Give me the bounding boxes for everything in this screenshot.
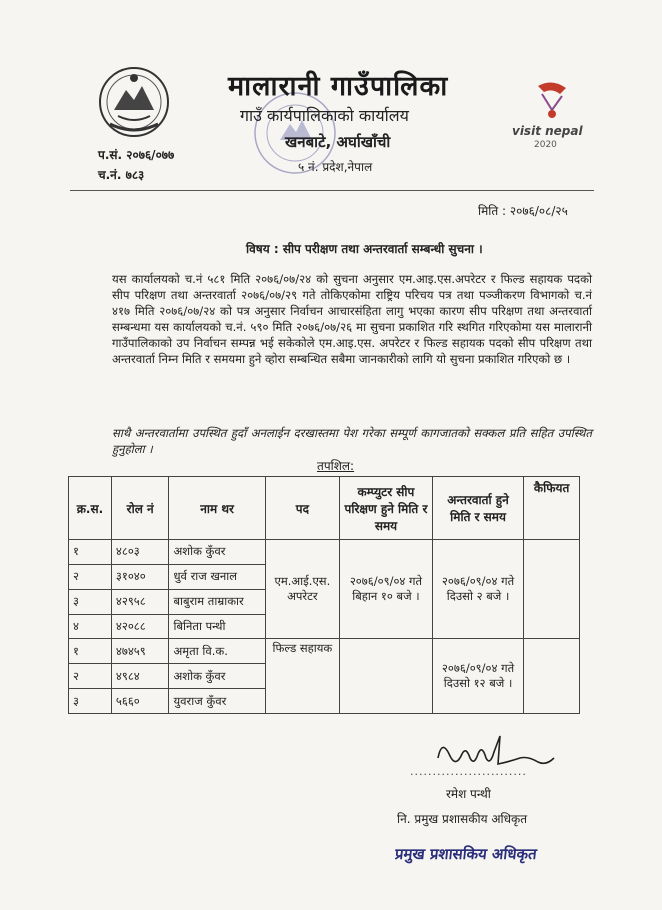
district-address: खनबाटे, अर्घाखाँची bbox=[285, 133, 391, 151]
cell-remarks bbox=[524, 639, 580, 714]
office-name: गाउँ कार्यपालिकाको कार्यालय bbox=[240, 106, 409, 125]
cell-interview: २०७६/०९/०४ गते दिउसो २ बजे । bbox=[432, 540, 523, 639]
cell-roll: ४२९५८ bbox=[111, 589, 169, 614]
col-header: अन्तरवार्ता हुने मिति र समय bbox=[432, 477, 523, 540]
signatory-title: नि. प्रमुख प्रशासकीय अधिकृत bbox=[397, 812, 528, 826]
cell-roll: ३१०४० bbox=[111, 564, 169, 589]
cell-roll: ४९८४ bbox=[111, 664, 169, 689]
col-header: पद bbox=[265, 477, 339, 540]
visit-nepal-text: visit nepal bbox=[512, 124, 583, 138]
cell-sn: ३ bbox=[69, 589, 112, 614]
signature-line: .......................... bbox=[410, 765, 527, 778]
cell-name: अशोक कुँवर bbox=[169, 540, 265, 565]
cell-name: धुर्व राज खनाल bbox=[169, 564, 265, 589]
cell-remarks bbox=[524, 540, 580, 639]
cell-name: युवराज कुँवर bbox=[169, 689, 265, 714]
signatory-name: रमेश पन्थी bbox=[446, 787, 491, 801]
col-header: कैफियत bbox=[524, 477, 580, 540]
cell-computer-test bbox=[340, 639, 433, 714]
body-paragraph-2: साथै अन्तरवार्तामा उपस्थित हुदाँ अनलाईन दरखास्तमा पेश गरेका सम्पूर्ण कागजातको सक्कल प्रति सहित उपस्थित हुनुहोला । bbox=[112, 426, 592, 456]
nepal-emblem-icon bbox=[96, 64, 172, 144]
schedule-table bbox=[68, 476, 580, 714]
cell-sn: ३ bbox=[69, 689, 112, 714]
table-row bbox=[69, 540, 580, 565]
cell-sn: २ bbox=[69, 664, 112, 689]
officer-stamp: प्रमुख प्रशासकिय अधिकृत bbox=[394, 845, 538, 863]
header-divider bbox=[70, 190, 594, 191]
letter-subject: विषय : सीप परीक्षण तथा अन्तरवार्ता सम्बन्धी सुचना । bbox=[246, 242, 483, 256]
body-paragraph-1: यस कार्यालयको च.नं ५८१ मिति २०७६/०७/२४ को सुचना अनुसार एम.आइ.एस.अपरेटर र फिल्ड सहायक पदको सीप परिक्षण तथा अन्तरवार्ता २०७६/०७/२९ गते तोकिएकोमा राष्ट्रिय परिचय पत्र तथा पञ्जीकरण विभागको च.नं ४१७ मिति २०७६/०७/२४ को पत्र अनुसार निर्वाचन आचारसंहिता लागु भएका कारण सीप परिक्षण तथा अन्तरवार्ता सम्बन्धमा यस कार्यालयको च.नं. ५९० मिति २०७६/०७/२६ मा सुचना प्रकाशित गरि स्थगित गरिएकोमा यस मालारानी गाउँपालिकाको उप निर्वाचन सम्पन्न भई सकेकोले एम.आइ.एस. अपरेटर र फिल्ड सहायक पदको सीप परिक्षण तथा अन्तरवार्ता निम्न मिति र समयमा हुने व्होरा सम्बन्धित सबैमा जानकारीको लागि यो सुचना प्रकाशित गरिएको छ । bbox=[112, 272, 592, 366]
cell-roll: ५६६० bbox=[111, 689, 169, 714]
schedule-label: तपशिल: bbox=[317, 459, 355, 473]
dispatch-number: च.नं. ७८३ bbox=[98, 168, 145, 182]
cell-post: फिल्ड सहायक bbox=[265, 639, 339, 714]
municipality-title: मालारानी गाउँपालिका bbox=[228, 71, 449, 102]
cell-roll: ४८०३ bbox=[111, 540, 169, 565]
cell-computer-test: २०७६/०९/०४ गते बिहान १० बजे । bbox=[340, 540, 433, 639]
cell-sn: १ bbox=[69, 639, 112, 664]
cell-name: बिनिता पन्थी bbox=[169, 614, 265, 639]
reference-number: प.सं. २०७६/०७७ bbox=[98, 148, 175, 162]
col-header: क्र.स. bbox=[69, 477, 112, 540]
cell-name: अशोक कुँवर bbox=[169, 664, 265, 689]
cell-post: एम.आई.एस. अपरेटर bbox=[265, 540, 339, 639]
visit-nepal-logo bbox=[508, 80, 596, 156]
cell-roll: ४७४५९ bbox=[111, 639, 169, 664]
letter-date: मिति : २०७६/०८/२५ bbox=[478, 204, 568, 218]
col-header: रोल नं bbox=[111, 477, 169, 540]
cell-sn: ४ bbox=[69, 614, 112, 639]
visit-nepal-year: 2020 bbox=[534, 140, 557, 150]
col-header: नाम थर bbox=[169, 477, 265, 540]
cell-roll: ४२०८८ bbox=[111, 614, 169, 639]
cell-sn: १ bbox=[69, 540, 112, 565]
cell-interview: २०७६/०९/०४ गते दिउसो १२ बजे । bbox=[432, 639, 523, 714]
table-header-row bbox=[69, 477, 580, 540]
province-address: ५ नं. प्रदेश,नेपाल bbox=[298, 160, 373, 174]
cell-name: बाबुराम ताम्राकार bbox=[169, 589, 265, 614]
col-header: कम्प्युटर सीप परिक्षण हुने मिति र समय bbox=[340, 477, 433, 540]
table-row bbox=[69, 639, 580, 664]
cell-name: अमृता वि.क. bbox=[169, 639, 265, 664]
cell-sn: २ bbox=[69, 564, 112, 589]
